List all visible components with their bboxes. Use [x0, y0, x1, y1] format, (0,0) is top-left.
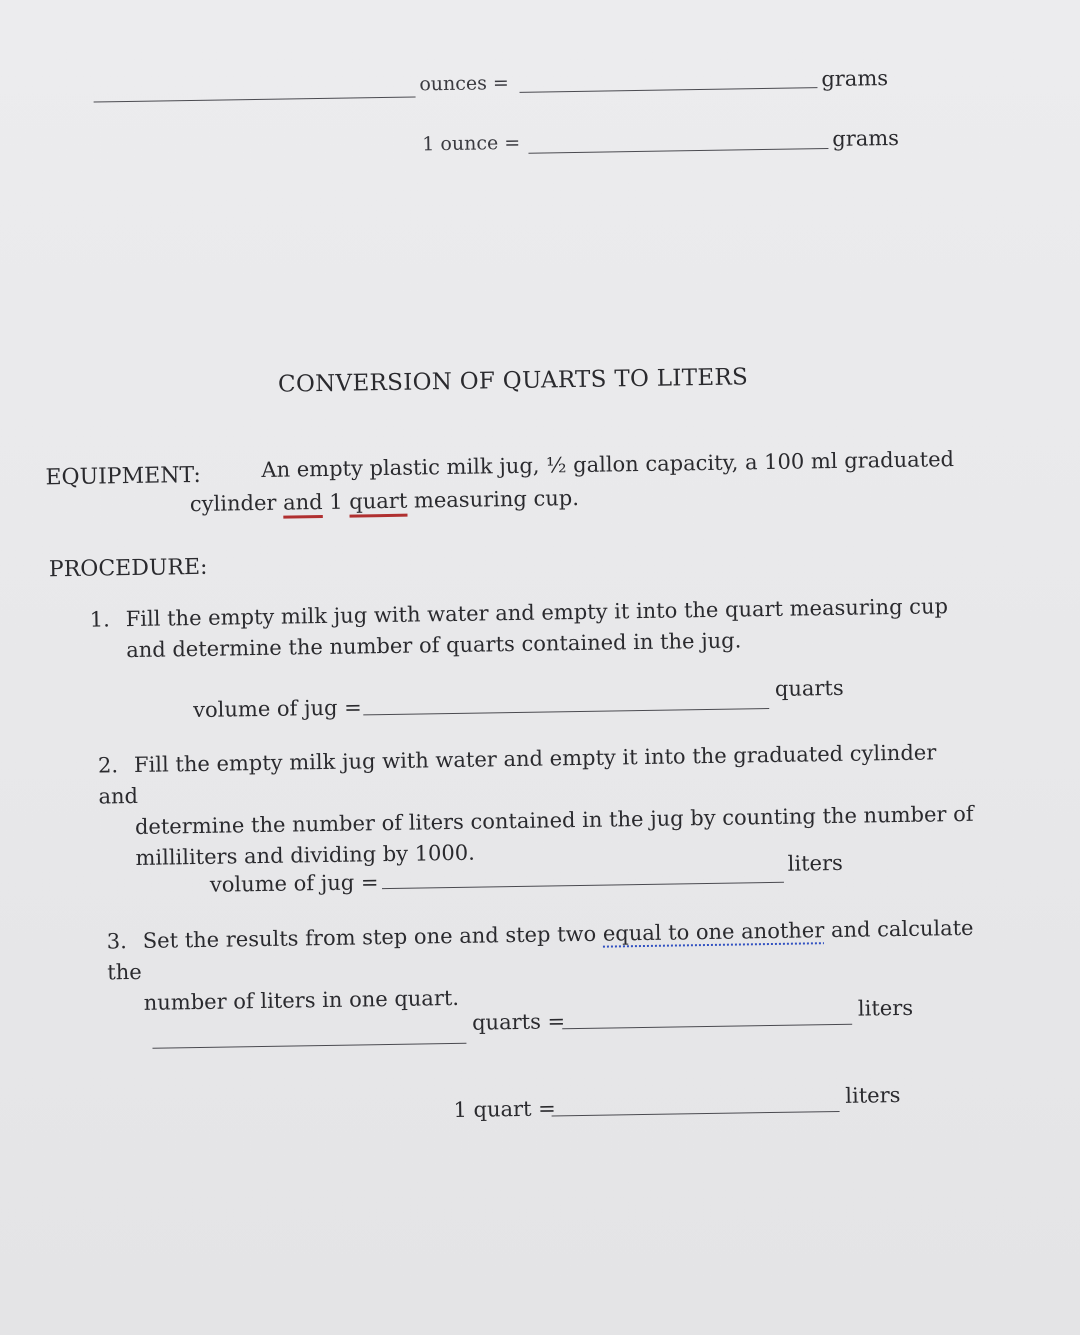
- step-3-text-end: and calculate the: [107, 915, 974, 985]
- grams-label-1: grams: [821, 66, 889, 92]
- step-1-answer-blank[interactable]: [363, 708, 769, 715]
- step-2-answer-unit: liters: [787, 850, 843, 876]
- section-title: CONVERSION OF QUARTS TO LITERS: [277, 364, 749, 398]
- equipment-number: 1: [322, 489, 350, 514]
- quarts-liters-blank[interactable]: [562, 1024, 852, 1030]
- step-3-text-start: Set the results from step one and step two: [142, 921, 604, 953]
- equipment-line-2-end: measuring cup.: [407, 485, 580, 513]
- step-2-line-3: milliliters and dividing by 1000.: [135, 840, 476, 870]
- quarts-value-blank[interactable]: [152, 1043, 466, 1049]
- step-1-answer-label: volume of jug =: [192, 695, 362, 723]
- step-2: [98, 737, 980, 875]
- step-2-text-1: Fill the empty milk jug with water and empty it into the graduated cylinder and: [98, 740, 937, 809]
- one-ounce-label: 1 ounce =: [422, 131, 521, 156]
- ounces-value-blank[interactable]: [94, 96, 416, 102]
- equipment-line-1: An empty plastic milk jug, ½ gallon capacity, a 100 ml graduated: [261, 447, 955, 482]
- grams-label-2: grams: [832, 125, 900, 151]
- step-2-answer-blank[interactable]: [382, 882, 784, 889]
- step-1: [90, 591, 971, 667]
- step-1-line-2: and determine the number of quarts contained in the jug.: [126, 628, 742, 663]
- one-quart-liters-blank[interactable]: [552, 1111, 840, 1117]
- step-2-line-2: determine the number of liters contained in the jug by counting the number of: [134, 801, 974, 839]
- equipment-line-2-start: cylinder: [189, 490, 284, 517]
- step-3-line-2: number of liters in one quart.: [143, 985, 460, 1015]
- liters-label-1: liters: [857, 995, 914, 1021]
- step-1-number: 1.: [89, 607, 110, 632]
- liters-label-2: liters: [845, 1082, 901, 1108]
- step-1-answer-unit: quarts: [774, 675, 844, 701]
- equipment-line-2: [189, 485, 580, 517]
- ounces-grams-blank[interactable]: [520, 87, 818, 93]
- step-2-answer-label: volume of jug =: [209, 870, 379, 897]
- step-1-text-1: Fill the empty milk jug with water and empty it into the quart measuring cup: [125, 594, 949, 632]
- ounces-label: ounces =: [419, 72, 510, 96]
- procedure-label: PROCEDURE:: [48, 554, 208, 583]
- one-ounce-grams-blank[interactable]: [528, 148, 828, 154]
- equipment-label: EQUIPMENT:: [45, 462, 201, 491]
- equipment-and-word: and: [282, 489, 323, 515]
- one-quart-label: 1 quart =: [453, 1096, 556, 1123]
- equipment-quart-word: quart: [349, 488, 408, 514]
- step-2-number: 2.: [97, 753, 119, 778]
- step-3-number: 3.: [106, 929, 128, 954]
- step-3-underlined-phrase: equal to one another: [602, 918, 825, 946]
- quarts-label: quarts =: [471, 1009, 566, 1035]
